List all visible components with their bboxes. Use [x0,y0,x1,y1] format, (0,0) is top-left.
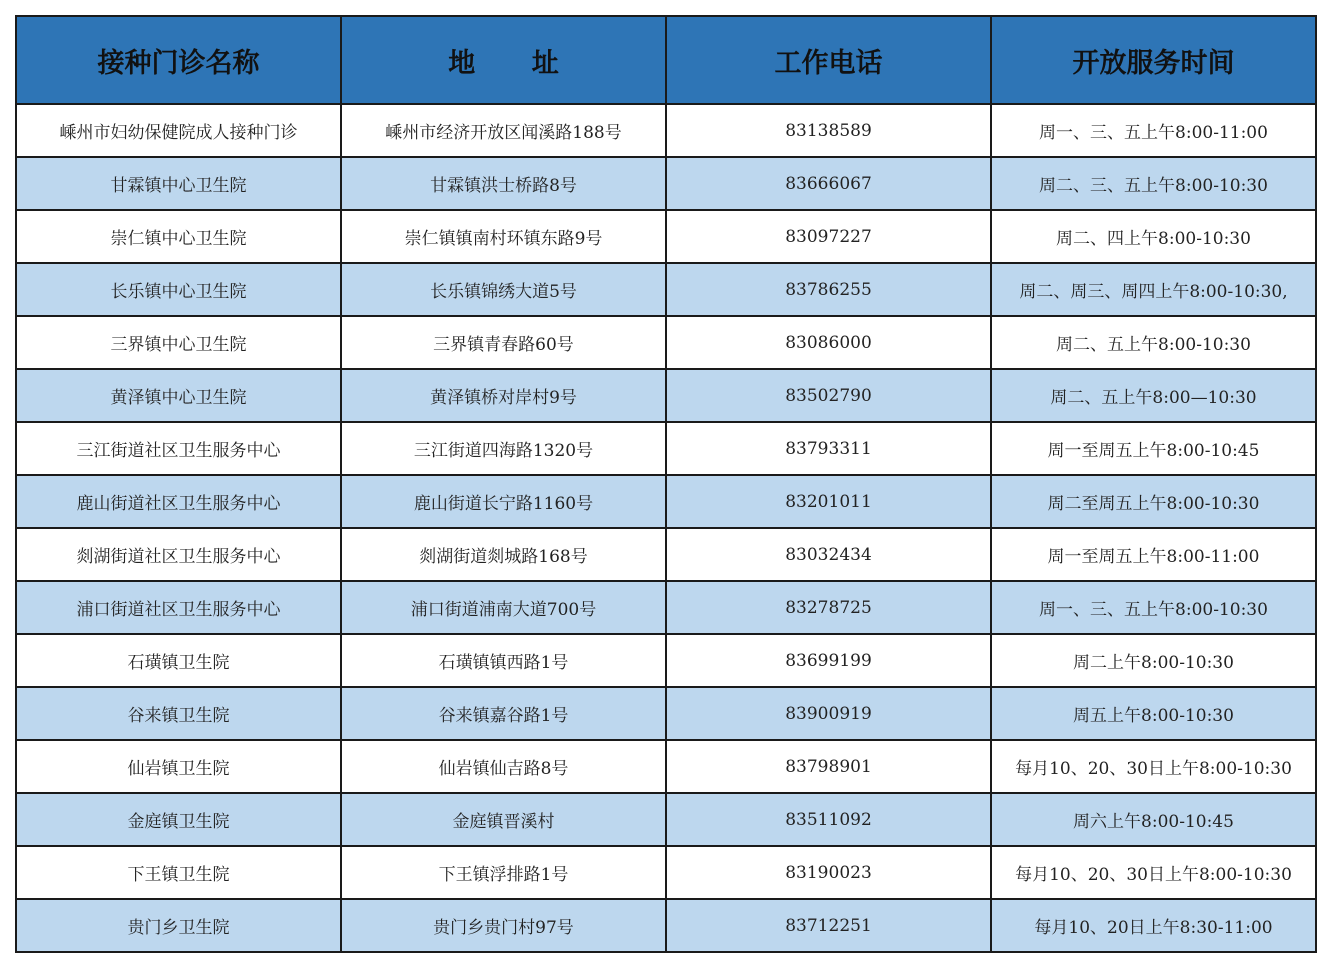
phone-cell: 83032434 [666,528,991,581]
table-row [16,846,1316,899]
clinic-name-cell: 石璜镇卫生院 [16,634,341,687]
table-row [16,528,1316,581]
address-cell: 贵门乡贵门村97号 [341,899,666,952]
service-hours-cell: 周一、三、五上午8:00-11:00 [991,104,1316,157]
table-row [16,316,1316,369]
service-hours-cell: 周一、三、五上午8:00-10:30 [991,581,1316,634]
clinic-name-cell: 崇仁镇中心卫生院 [16,210,341,263]
address-cell: 长乐镇锦绣大道5号 [341,263,666,316]
clinic-name-cell: 黄泽镇中心卫生院 [16,369,341,422]
service-hours-cell: 周二、四上午8:00-10:30 [991,210,1316,263]
phone-cell: 83502790 [666,369,991,422]
clinic-name-cell: 下王镇卫生院 [16,846,341,899]
phone-cell: 83786255 [666,263,991,316]
clinic-name-cell: 长乐镇中心卫生院 [16,263,341,316]
header-service-hours: 开放服务时间 [991,16,1316,104]
address-cell: 三界镇青春路60号 [341,316,666,369]
phone-cell: 83900919 [666,687,991,740]
service-hours-cell: 周二、五上午8:00—10:30 [991,369,1316,422]
clinic-name-cell: 三江街道社区卫生服务中心 [16,422,341,475]
service-hours-cell: 周五上午8:00-10:30 [991,687,1316,740]
address-cell: 浦口街道浦南大道700号 [341,581,666,634]
clinic-name-cell: 谷来镇卫生院 [16,687,341,740]
clinic-name-cell: 贵门乡卫生院 [16,899,341,952]
phone-cell: 83712251 [666,899,991,952]
address-cell: 谷来镇嘉谷路1号 [341,687,666,740]
phone-cell: 83699199 [666,634,991,687]
phone-cell: 83793311 [666,422,991,475]
phone-cell: 83097227 [666,210,991,263]
table-row [16,793,1316,846]
table-row [16,687,1316,740]
address-cell: 黄泽镇桥对岸村9号 [341,369,666,422]
service-hours-cell: 周一至周五上午8:00-10:45 [991,422,1316,475]
clinic-name-cell: 浦口街道社区卫生服务中心 [16,581,341,634]
clinic-name-cell: 嵊州市妇幼保健院成人接种门诊 [16,104,341,157]
header-row [16,16,1316,104]
clinic-name-cell: 甘霖镇中心卫生院 [16,157,341,210]
address-cell: 仙岩镇仙吉路8号 [341,740,666,793]
table-row [16,581,1316,634]
address-cell: 三江街道四海路1320号 [341,422,666,475]
table-row [16,475,1316,528]
service-hours-cell: 周二上午8:00-10:30 [991,634,1316,687]
service-hours-cell: 周一至周五上午8:00-11:00 [991,528,1316,581]
vaccination-clinic-table [15,15,1317,953]
phone-cell: 83086000 [666,316,991,369]
table-body [16,104,1316,952]
table-row [16,104,1316,157]
phone-cell: 83666067 [666,157,991,210]
header-clinic-name: 接种门诊名称 [16,16,341,104]
phone-cell: 83278725 [666,581,991,634]
address-cell: 石璜镇镇西路1号 [341,634,666,687]
clinic-name-cell: 仙岩镇卫生院 [16,740,341,793]
table-row [16,369,1316,422]
address-cell: 甘霖镇洪士桥路8号 [341,157,666,210]
service-hours-cell: 周六上午8:00-10:45 [991,793,1316,846]
table-row [16,157,1316,210]
address-cell: 金庭镇晋溪村 [341,793,666,846]
service-hours-cell: 每月10、20日上午8:30-11:00 [991,899,1316,952]
phone-cell: 83201011 [666,475,991,528]
address-cell: 下王镇浮排路1号 [341,846,666,899]
phone-cell: 83511092 [666,793,991,846]
header-phone: 工作电话 [666,16,991,104]
clinic-name-cell: 金庭镇卫生院 [16,793,341,846]
phone-cell: 83190023 [666,846,991,899]
service-hours-cell: 每月10、20、30日上午8:00-10:30 [991,846,1316,899]
header-address: 地 址 [341,16,666,104]
table-row [16,740,1316,793]
clinic-name-cell: 鹿山街道社区卫生服务中心 [16,475,341,528]
table-row [16,422,1316,475]
table-row [16,263,1316,316]
service-hours-cell: 周二至周五上午8:00-10:30 [991,475,1316,528]
table-row [16,634,1316,687]
service-hours-cell: 周二、周三、周四上午8:00-10:30, [991,263,1316,316]
address-cell: 嵊州市经济开放区闻溪路188号 [341,104,666,157]
service-hours-cell: 周二、五上午8:00-10:30 [991,316,1316,369]
clinic-name-cell: 三界镇中心卫生院 [16,316,341,369]
service-hours-cell: 周二、三、五上午8:00-10:30 [991,157,1316,210]
address-cell: 崇仁镇镇南村环镇东路9号 [341,210,666,263]
address-cell: 剡湖街道剡城路168号 [341,528,666,581]
clinic-name-cell: 剡湖街道社区卫生服务中心 [16,528,341,581]
table-row [16,899,1316,952]
phone-cell: 83798901 [666,740,991,793]
table-row [16,210,1316,263]
service-hours-cell: 每月10、20、30日上午8:00-10:30 [991,740,1316,793]
phone-cell: 83138589 [666,104,991,157]
address-cell: 鹿山街道长宁路1160号 [341,475,666,528]
